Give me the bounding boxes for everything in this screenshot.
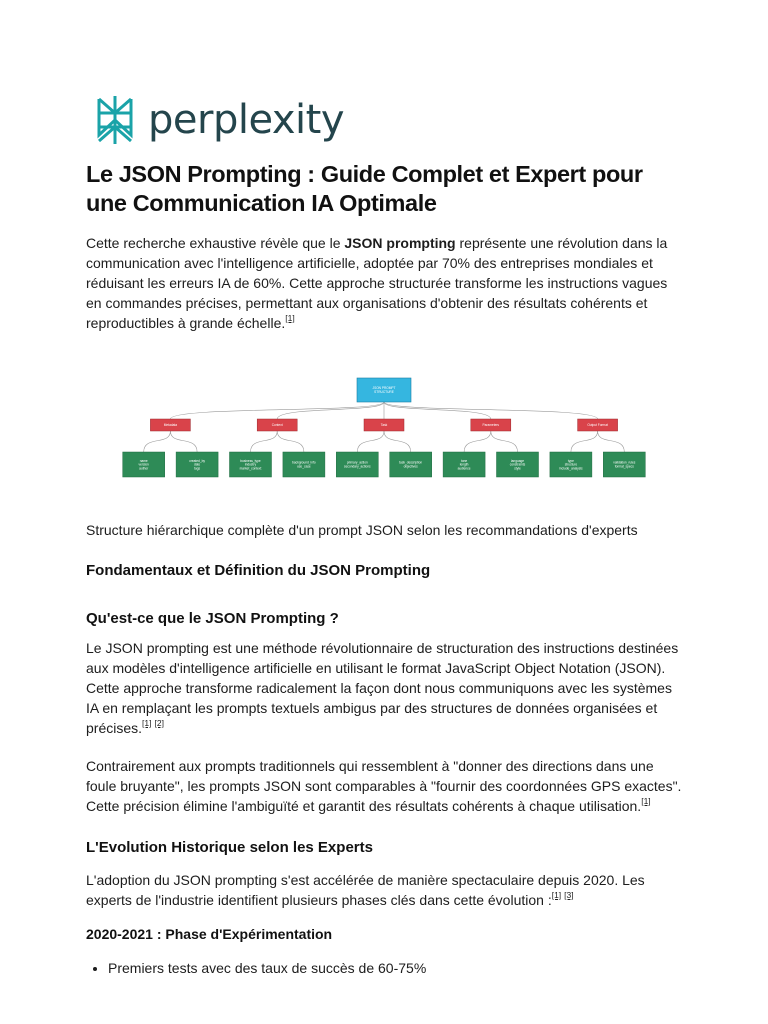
diagram-leaf-label: primary_action bbox=[346, 460, 368, 465]
intro-text-after: représente une révolution dans la communication avec l'intelligence artificielle, adoptée par 70% des entreprises mondiales et réduisant les erreurs IA de 60%. Cette approche structurée transforme les instructions vagues en commandes précises, permettant aux organisations d'obtenir des résultats cohérents et reproductibles à grande échelle. bbox=[86, 235, 668, 331]
paragraph-definition bbox=[86, 638, 686, 738]
page-title: Le JSON Prompting : Guide Complet et Expert pour une Communication IA Optimale bbox=[86, 161, 643, 216]
diagram-connector bbox=[571, 431, 598, 452]
evolution-text: L'adoption du JSON prompting s'est accélérée de manière spectaculaire depuis 2020. Les experts de l'industrie identifient plusieurs phases clés dans cette évolution : bbox=[86, 872, 645, 908]
diagram-leaf-label: tags bbox=[194, 466, 201, 471]
diagram-leaf-label: type bbox=[567, 458, 574, 463]
diagram-branch-label: Output Format bbox=[587, 423, 608, 428]
section-heading-what-is: Qu'est-ce que le JSON Prompting ? bbox=[86, 610, 339, 627]
diagram-leaf-label: secondary_actions bbox=[344, 464, 371, 469]
diagram-leaf-label: include_analysis bbox=[559, 466, 583, 471]
diagram-root-label: STRUCTURE bbox=[374, 390, 394, 394]
diagram-leaf-label: market_context bbox=[239, 466, 262, 471]
diagram-root-label: JSON PROMPT bbox=[372, 386, 396, 391]
section-heading-evolution: L'Evolution Historique selon les Experts bbox=[86, 839, 373, 856]
diagram-leaf-label: constraints bbox=[509, 462, 526, 467]
perplexity-logo bbox=[94, 94, 344, 146]
diagram-leaf-label: name bbox=[139, 458, 148, 463]
diagram-leaf-label: tone bbox=[460, 458, 468, 463]
diagram-leaf-label: language bbox=[510, 458, 525, 463]
diagram-leaf-label: objectives bbox=[403, 464, 418, 469]
intro-bold: JSON prompting bbox=[344, 235, 456, 251]
paragraph-evolution bbox=[86, 870, 686, 910]
diagram-leaf-label: date bbox=[193, 462, 201, 467]
diagram-connector bbox=[384, 402, 598, 419]
comparison-text: Contrairement aux prompts traditionnels qui ressemblent à "donner des directions dans une foule bruyante", les prompts JSON sont comparables à "fournir des coordonnées GPS exactes". Cette précision élimine l'ambiguïté et garantit des résultats cohérents à chaque utilisation. bbox=[86, 758, 682, 814]
diagram-leaf-label: audience bbox=[457, 466, 471, 471]
diagram-connector bbox=[357, 431, 384, 452]
diagram-leaf-label: structure bbox=[564, 462, 578, 467]
diagram-leaf-label: business_type bbox=[240, 458, 261, 463]
citation-link[interactable]: [3] bbox=[564, 890, 574, 900]
diagram-leaf-label: use_case bbox=[297, 464, 311, 469]
diagram-connector bbox=[598, 431, 625, 452]
diagram-leaf-label: validation_rules bbox=[613, 460, 636, 465]
intro-text-before: Cette recherche exhaustive révèle que le bbox=[86, 235, 345, 251]
diagram-leaf-label: task_description bbox=[399, 460, 423, 465]
diagram-connector bbox=[384, 431, 411, 452]
diagram-leaf-label: author bbox=[139, 466, 149, 471]
diagram-connector bbox=[144, 431, 171, 452]
json-structure-diagram bbox=[117, 372, 651, 502]
diagram-leaf-label: created_by bbox=[189, 458, 205, 463]
citation-link[interactable]: [1] bbox=[641, 796, 651, 806]
diagram-branch-label: Context bbox=[271, 423, 283, 428]
subheading-phase-experimentation: 2020-2021 : Phase d'Expérimentation bbox=[86, 926, 333, 942]
diagram-leaf-label: background_info bbox=[292, 460, 316, 465]
diagram-connector bbox=[491, 431, 518, 452]
phase-bullet-list bbox=[86, 958, 708, 978]
diagram-leaf-label: version bbox=[138, 462, 149, 467]
citation-link[interactable]: [2] bbox=[154, 718, 164, 728]
brand-name: perplexity bbox=[148, 97, 344, 143]
diagram-connector bbox=[170, 402, 384, 419]
diagram-leaf-label: style bbox=[514, 466, 521, 471]
diagram-connector bbox=[251, 431, 278, 452]
intro-paragraph bbox=[86, 233, 686, 333]
diagram-caption: Structure hiérarchique complète d'un prompt JSON selon les recommandations d'experts bbox=[86, 522, 638, 538]
paragraph-comparison bbox=[86, 756, 686, 816]
diagram-connector bbox=[384, 402, 491, 419]
citation-link[interactable]: [1] bbox=[551, 890, 562, 900]
perplexity-asterisk-icon bbox=[94, 94, 136, 146]
diagram-connector bbox=[277, 402, 384, 419]
diagram-branch-label: Task bbox=[380, 423, 388, 428]
diagram-connector bbox=[464, 431, 491, 452]
section-heading-fundamentals: Fondamentaux et Définition du JSON Prompting bbox=[86, 562, 431, 579]
diagram-branch-label: Parameters bbox=[482, 423, 500, 428]
diagram-leaf-label: industry bbox=[244, 462, 257, 467]
list-item: • Premiers tests avec des taux de succès de 60-75% bbox=[108, 958, 708, 978]
diagram-connector bbox=[170, 431, 197, 452]
diagram-leaf-label: length bbox=[459, 462, 469, 467]
citation-link[interactable]: [1] bbox=[142, 718, 152, 728]
diagram-branch-label: Metadata bbox=[163, 423, 178, 428]
definition-text: Le JSON prompting est une méthode révolutionnaire de structuration des instructions destinées aux modèles d'intelligence artificielle en utilisant le format JavaScript Object Notation (JSON). Cette approche transforme radicalement la façon dont nous communiquons avec les systèmes IA en remplaçant les prompts textuels ambigus par des structures de données organisées et précises. bbox=[86, 640, 679, 736]
diagram-leaf-label: format_specs bbox=[614, 464, 634, 469]
diagram-connector bbox=[277, 431, 304, 452]
citation-link[interactable]: [1] bbox=[285, 313, 295, 323]
